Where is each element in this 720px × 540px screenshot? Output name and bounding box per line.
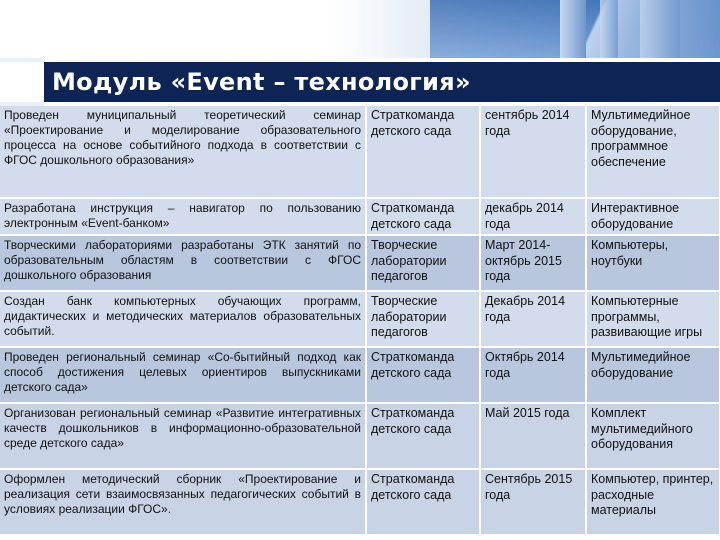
resources-cell: Компьютер, принтер, расходные материалы [586,469,720,535]
header-building-image [640,0,680,58]
title-accent [0,62,46,102]
responsible-cell: Страткоманда детского сада [366,403,480,469]
header-building-image [600,0,618,58]
activity-description: Разработана инструкция – навигатор по пользованию электронным «Event-банком» [0,198,366,235]
responsible-cell: Творческие лаборатории педагогов [366,291,480,347]
activity-description: Проведен муниципальный теоретический семинар «Проектирование и моделирование образовательного процесса на основе событийного подхода в соответствии с ФГОС дошкольного образования» [0,106,366,198]
activity-table [0,106,720,536]
table-row [0,403,720,469]
table-row [0,291,720,347]
date-cell: Март 2014- октябрь 2015 года [480,235,586,291]
table-row [0,235,720,291]
responsible-cell: Страткоманда детского сада [366,198,480,235]
responsible-cell: Страткоманда детского сада [366,106,480,198]
slide-title: Модуль «Event – технология» [52,68,471,96]
date-cell: декабрь 2014 года [480,198,586,235]
activity-description: Оформлен методический сборник «Проектирование и реализация сети взаимосвязанных педагогических событий в условиях реализации ФГОС». [0,469,366,535]
table-row [0,469,720,535]
date-cell: Октябрь 2014 года [480,347,586,403]
activity-description: Организован региональный семинар «Развитие интегративных качеств дошкольников в информационно-образовательной среде детского сада» [0,403,366,469]
resources-cell: Компьютерные программы, развивающие игры [586,291,720,347]
date-cell: Сентябрь 2015 года [480,469,586,535]
resources-cell: Компьютеры, ноутбуки [586,235,720,291]
resources-cell: Комплект мультимедийного оборудования [586,403,720,469]
resources-cell: Мультимедийное оборудование [586,347,720,403]
resources-cell: Мультимедийное оборудование, программное обеспечение [586,106,720,198]
table-row [0,106,720,198]
date-cell: Декабрь 2014 года [480,291,586,347]
activity-description: Проведен региональный семинар «Со-бытийный подход как способ достижения целевых ориентиров выпускниками детского сада» [0,347,366,403]
responsible-cell: Страткоманда детского сада [366,469,480,535]
resources-cell: Интерактивное оборудование [586,198,720,235]
date-cell: сентябрь 2014 года [480,106,586,198]
responsible-cell: Страткоманда детского сада [366,347,480,403]
responsible-cell: Творческие лаборатории педагогов [366,235,480,291]
table-row [0,347,720,403]
activity-description: Творческими лабораториями разработаны ЭТК занятий по образовательным областям в соответствии с ФГОС дошкольного образования [0,235,366,291]
bottom-margin [0,535,720,540]
date-cell: Май 2015 года [480,403,586,469]
header-building-image [560,0,586,58]
activity-description: Создан банк компьютерных обучающих программ, дидактических и методических материалов образовательных событий. [0,291,366,347]
table-row [0,198,720,235]
